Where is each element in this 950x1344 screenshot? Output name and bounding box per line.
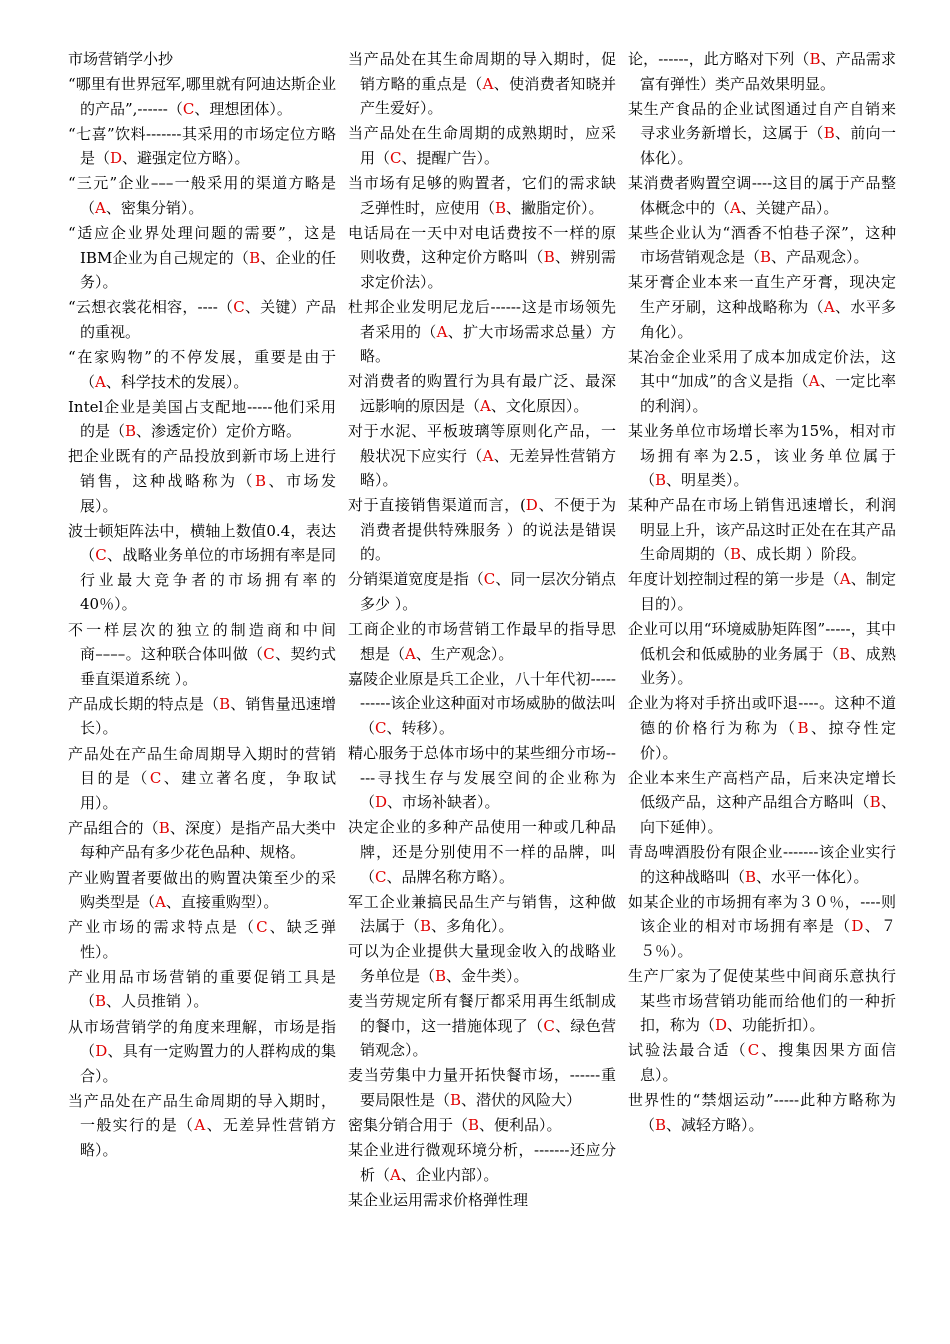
question-text: 电话局在一天中对电话费按不一样的原则收费，这种定价方略叫（	[348, 223, 616, 267]
question-entry	[348, 1138, 616, 1187]
question-text: 企业可以用“环境威胁矩阵图”-----，其中低机会和低威胁的业务属于（	[628, 620, 896, 663]
question-entry	[68, 444, 336, 518]
answer-letter: C	[233, 298, 245, 317]
question-entry	[628, 345, 896, 419]
question-entry	[68, 345, 336, 394]
question-text: 产品组合的（	[68, 818, 159, 837]
question-entry	[68, 742, 336, 816]
question-entry	[348, 567, 616, 616]
question-text: 麦当劳集中力量开拓快餐市场，------重要局限性是（	[348, 1066, 616, 1109]
question-entry	[628, 47, 896, 96]
answer-letter: D	[715, 1016, 728, 1035]
answer-text: 、转移）。	[386, 719, 455, 738]
answer-letter: B	[249, 248, 261, 267]
question-text: 从市场营销学的角度来理解，市场是指（	[68, 1017, 336, 1061]
answer-text: 、辨别需求定价法）。	[360, 248, 616, 291]
question-text: 工商企业的市场营销工作最早的指导思想是（	[348, 620, 616, 663]
question-text: Intel企业是美国占支配地-----他们采用的是（	[68, 397, 336, 441]
answer-text: 、明星类）。	[666, 471, 749, 490]
answer-letter: C	[182, 99, 195, 118]
answer-text: 、金牛类）。	[446, 966, 529, 985]
question-text: 某牙膏企业本来一直生产牙膏，现决定生产牙刷，这种战略称为（	[628, 273, 896, 316]
answer-text: 、７５％）。	[640, 917, 896, 960]
question-text: 生产厂家为了促使某些中间商乐意执行某些市场营销功能而给他们的一种折扣，称为（	[628, 966, 896, 1035]
answer-text: 、科学技术的发展）。	[105, 372, 249, 391]
question-entry	[68, 1015, 336, 1089]
answer-letter: A	[95, 198, 106, 217]
question-entry	[348, 989, 616, 1063]
answer-letter: D	[375, 793, 388, 812]
answer-text: 、理想团体）。	[194, 99, 292, 118]
question-text: 产业市场的需求特点是（	[68, 918, 257, 937]
question-entry	[628, 567, 896, 616]
question-text: 产业购置者要做出的购置决策至少的采购类型是（	[68, 868, 336, 912]
question-text: 密集分销合用于（	[348, 1116, 469, 1135]
question-entry	[628, 840, 896, 889]
answer-text: 、撇脂定价）。	[506, 198, 604, 217]
question-entry	[628, 617, 896, 691]
question-text: 波士顿矩阵法中，横轴上数值0.4，表达（	[68, 521, 336, 565]
answer-letter: B	[435, 966, 447, 985]
answer-text: 、渗透定价）定价方略。	[136, 422, 302, 441]
question-text: 论，------，此方略对下列（	[628, 50, 810, 68]
question-text: 企业本来生产高档产品，后来决定增长低级产品，这种产品组合方略叫（	[628, 768, 896, 812]
answer-text: 、文化原因）。	[490, 396, 589, 415]
question-text: “三元”企业–––一般采用的渠道方略是（	[68, 174, 336, 217]
answer-text: 、市场补缺者）。	[387, 793, 500, 812]
answer-text: 、无差异性营销方略）。	[80, 1116, 336, 1160]
question-text: 军工企业兼搞民品生产与销售，这种做法属于（	[348, 892, 616, 936]
question-entry	[628, 1038, 896, 1087]
answer-text: 、关键产品）。	[740, 198, 839, 217]
question-text: “在家购物”的不停发展，重要是由于（	[68, 348, 336, 391]
answer-letter: C	[375, 867, 387, 886]
question-text: 对消费者的购置行为具有最广泛、最深远影响的原因是（	[348, 372, 616, 415]
question-entry	[68, 692, 336, 741]
answer-text: 、提醒广告）。	[401, 148, 500, 167]
question-text: 分销渠道宽度是指（	[348, 570, 484, 589]
answer-text: 、产品观念）。	[771, 248, 869, 267]
question-text: 某企业运用需求价格弹性理	[348, 1190, 529, 1209]
answer-letter: D	[110, 149, 123, 168]
answer-letter: D	[525, 496, 538, 515]
answer-letter: B	[495, 198, 507, 217]
question-text: 世界性的“禁烟运动”-----此种方略称为（	[628, 1090, 896, 1134]
question-entry	[628, 691, 896, 765]
question-entry	[348, 667, 616, 741]
question-entry	[348, 295, 616, 369]
question-entry	[348, 741, 616, 815]
answer-text: 、战略业务单位的市场拥有率是同行业最大竞争者的市场拥有率的40％）。	[80, 546, 336, 614]
answer-text: 、同一层次分销点多少 ）。	[360, 570, 616, 614]
question-entry	[68, 866, 336, 915]
question-entry	[628, 419, 896, 493]
answer-letter: B	[468, 1116, 480, 1135]
answer-text: 、关键）产品的重视。	[80, 298, 336, 341]
answer-text: 、企业的任务）。	[80, 248, 336, 292]
question-text: 如某企业的市场拥有率为３０％，----则该企业的相对市场拥有率是（	[628, 892, 896, 936]
answer-letter: C	[263, 645, 275, 664]
answer-text: 、建立著名度，争取试用）。	[80, 769, 336, 812]
question-text: 不一样层次的独立的制造商和中间商––––。这种联合体叫做（	[68, 620, 336, 664]
question-entry	[628, 766, 896, 840]
answer-text: 、销售量迅速增长）。	[80, 694, 336, 738]
question-entry	[68, 816, 336, 865]
question-entry	[628, 270, 896, 344]
question-text: 企业为将对手挤出或吓退----。这种不道德的价格行为称为（	[628, 694, 896, 738]
question-text: 当市场有足够的购置者，它们的需求缺乏弹性时，应使用（	[348, 173, 616, 217]
answer-letter: B	[219, 694, 231, 713]
question-text: 某冶金企业采用了成本加成定价法，这其中“加成”的含义是指（	[628, 347, 896, 391]
question-entry	[348, 47, 616, 121]
answer-letter: C	[543, 1016, 555, 1035]
answer-letter: B	[823, 124, 835, 143]
question-text: 嘉陵企业原是兵工企业，八十年代初-----------该企业这种面对市场威胁的做法叫（	[348, 669, 616, 738]
question-entry	[68, 72, 336, 121]
question-text: 青岛啤酒股份有限企业-------该企业实行的这种战略叫（	[628, 843, 896, 886]
answer-text: 、使消费者知晓并产生爱好）。	[360, 74, 616, 118]
answer-letter: B	[420, 917, 432, 936]
answer-letter: A	[730, 198, 741, 217]
answer-text: 、成长期 ）阶段。	[741, 545, 866, 564]
question-text: 某企业进行微观环境分析，-------还应分析（	[348, 1141, 616, 1184]
answer-letter: B	[869, 793, 881, 812]
answer-text: 、密集分销）。	[105, 198, 204, 217]
answer-letter: A	[436, 322, 448, 341]
answer-letter: B	[158, 818, 170, 837]
answer-letter: B	[125, 422, 137, 441]
answer-text: 、一定比率的利润）。	[640, 372, 896, 415]
question-text: “哪里有世界冠军,哪里就有阿迪达斯企业的产品”,------（	[68, 75, 336, 118]
question-entry	[348, 369, 616, 418]
question-text: 精心服务于总体市场中的某些细分市场-----寻找生存与发展空间的企业称为（	[348, 744, 616, 812]
answer-text: 、便利品）。	[479, 1116, 562, 1135]
answer-text: 、减轻方略）。	[666, 1115, 764, 1134]
question-entry	[348, 121, 616, 170]
answer-letter: A	[808, 372, 820, 391]
answer-letter: B	[450, 1090, 462, 1109]
answer-text: 、不便于为消费者提供特殊服务 ）的说法是错误的。	[360, 496, 616, 564]
answer-letter: B	[655, 471, 667, 490]
question-text: 某种产品在市场上销售迅速增长，利润明显上升，该产品这时正处在在其产品生命周期的（	[628, 496, 896, 564]
question-entry	[628, 97, 896, 171]
answer-text: 、产品需求富有弹性）类产品效果明显。	[640, 50, 896, 93]
question-text: 决定企业的多种产品使用一种或几种品牌，还是分别使用不一样的品牌，叫（	[348, 818, 616, 886]
answer-letter: B	[655, 1115, 667, 1134]
answer-text: 、掠夺性定价）。	[640, 719, 896, 762]
question-entry	[628, 1088, 896, 1137]
question-entry	[68, 965, 336, 1014]
answer-text: 、功能折扣）。	[727, 1016, 825, 1035]
answer-letter: B	[745, 867, 757, 886]
question-text: 把企业既有的产品投放到新市场上进行销售，这种战略称为（	[68, 447, 336, 490]
answer-letter: A	[482, 446, 494, 465]
question-text: 产业用品市场营销的重要促销工具是（	[68, 967, 336, 1011]
question-text: 当产品处在生命周期的成熟期时，应采用（	[348, 124, 616, 167]
answer-letter: B	[730, 545, 742, 564]
answer-letter: A	[823, 297, 835, 316]
answer-text: 、搜集因果方面信息）。	[640, 1041, 896, 1084]
answer-text: 、水平一体化）。	[756, 867, 869, 886]
question-entry	[628, 493, 896, 567]
answer-text: 、直接重购型）。	[165, 893, 279, 912]
answer-letter: D	[95, 1042, 108, 1061]
question-entry	[68, 221, 336, 295]
question-entry	[348, 1113, 616, 1138]
question-entry	[68, 519, 336, 617]
answer-letter: A	[839, 570, 851, 589]
question-text: “云想衣裳花相容，----（	[68, 298, 234, 317]
question-entry	[628, 171, 896, 220]
answer-text: 、生产观念）。	[415, 644, 514, 663]
answer-text: 、契约式垂直渠道系统 ）。	[80, 645, 336, 688]
question-entry	[348, 1063, 616, 1112]
question-entry	[68, 618, 336, 692]
answer-letter: A	[480, 396, 491, 415]
answer-letter: B	[797, 719, 809, 738]
answer-text: 、人员推销 ）。	[106, 992, 209, 1011]
question-text: “七喜”饮料-------其采用的市场定位方略是（	[68, 124, 336, 168]
answer-text: 、潜伏的风险大）	[461, 1090, 582, 1109]
answer-letter: C	[375, 719, 387, 738]
answer-letter: A	[405, 644, 416, 663]
answer-letter: C	[390, 148, 402, 167]
answer-text: 、深度）是指产品大类中每种产品有多少花色品种、规格。	[80, 818, 336, 862]
question-text: 杜邦企业发明尼龙后------这是市场领先者采用的（	[348, 297, 616, 341]
answer-letter: A	[482, 74, 494, 93]
answer-letter: B	[809, 50, 821, 68]
answer-letter: C	[95, 546, 107, 565]
answer-text: 、品牌名称方略）。	[386, 867, 515, 886]
question-entry	[68, 915, 336, 964]
question-text: 年度计划控制过程的第一步是（	[628, 570, 840, 589]
answer-letter: C	[483, 570, 496, 589]
question-text: 试验法最合适（	[628, 1041, 748, 1060]
question-text: 某消费者购置空调----这目的属于产品整体概念中的（	[628, 173, 896, 217]
question-text: 产品处在产品生命周期导入期时的营销目的是（	[68, 744, 336, 788]
answer-letter: A	[194, 1116, 206, 1135]
question-entry	[348, 890, 616, 939]
question-entry	[348, 617, 616, 666]
answer-text: 、企业内部）。	[400, 1165, 499, 1184]
answer-text: 、绿色营销观念）。	[360, 1016, 616, 1060]
answer-text: 、市场发展）。	[80, 472, 336, 515]
question-entry	[348, 815, 616, 889]
column-2	[348, 47, 616, 1213]
answer-letter: C	[256, 918, 268, 937]
page-title: 市场营销学小抄	[68, 50, 174, 68]
column-3	[628, 47, 896, 1138]
answer-text: 、成熟业务）。	[640, 644, 896, 688]
question-entry	[68, 395, 336, 444]
question-entry	[628, 890, 896, 964]
question-entry	[348, 221, 616, 295]
question-text: 产品成长期的特点是（	[68, 694, 220, 713]
question-entry	[68, 171, 336, 220]
answer-text: 、缺乏弹性）。	[80, 918, 336, 961]
answer-text: 、前向一体化）。	[640, 124, 896, 167]
question-entry	[68, 295, 336, 344]
answer-text: 、避强定位方略）。	[122, 149, 250, 168]
question-text: 当产品处在其生命周期的导入期时，促销方略的重点是（	[348, 50, 616, 93]
question-text: 某生产食品的企业试图通过自产自销来寻求业务新增长，这属于（	[628, 99, 896, 143]
question-entry	[348, 419, 616, 493]
question-entry	[68, 1089, 336, 1163]
answer-text: 、无差异性营销方略）。	[360, 446, 616, 490]
answer-text: 、制定目的）。	[640, 570, 896, 614]
question-text: 对于水泥、平板玻璃等原则化产品，一般状况下应实行（	[348, 421, 616, 465]
question-text: “适应企业界处理问题的需要”，这是IBM企业为自己规定的（	[68, 224, 336, 267]
answer-letter: C	[747, 1041, 760, 1060]
answer-text: 、多角化）。	[431, 917, 514, 936]
answer-letter: C	[149, 769, 162, 788]
question-entry	[628, 964, 896, 1038]
question-entry	[348, 939, 616, 988]
question-text: 某业务单位市场增长率为15%，相对市场拥有率为2.5，该业务单位属于 （	[628, 421, 896, 490]
question-entry	[348, 1188, 616, 1213]
question-text: 某些企业认为“酒香不怕巷子深”，这种市场营销观念是（	[628, 223, 896, 267]
question-text: 对于直接销售渠道而言，(	[348, 496, 526, 515]
question-entry	[348, 171, 616, 220]
answer-text: 、具有一定购置力的人群构成的集合）。	[80, 1042, 336, 1085]
question-entry	[628, 221, 896, 270]
question-entry	[348, 493, 616, 567]
column-1	[68, 47, 336, 1163]
answer-letter: D	[851, 917, 864, 936]
question-text: 可以为企业提供大量现金收入的战略业务单位是（	[348, 942, 616, 985]
answer-letter: A	[95, 372, 106, 391]
answer-letter: B	[543, 248, 555, 267]
answer-text: 、水平多角化）。	[640, 297, 896, 341]
question-entry	[68, 122, 336, 171]
answer-letter: B	[254, 472, 266, 490]
answer-letter: A	[390, 1165, 401, 1184]
answer-text: 、向下延伸）。	[640, 793, 896, 836]
answer-letter: B	[95, 992, 107, 1011]
answer-letter: B	[760, 248, 772, 267]
answer-text: 、扩大市场需求总量）方略。	[360, 322, 616, 366]
answer-letter: B	[839, 644, 851, 663]
question-text: 麦当劳规定所有餐厅都采用再生纸制成的餐巾，这一措施体现了（	[348, 992, 616, 1035]
question-text: 当产品处在产品生命周期的导入期时，一般实行的是（	[68, 1091, 336, 1135]
answer-letter: A	[155, 893, 166, 912]
